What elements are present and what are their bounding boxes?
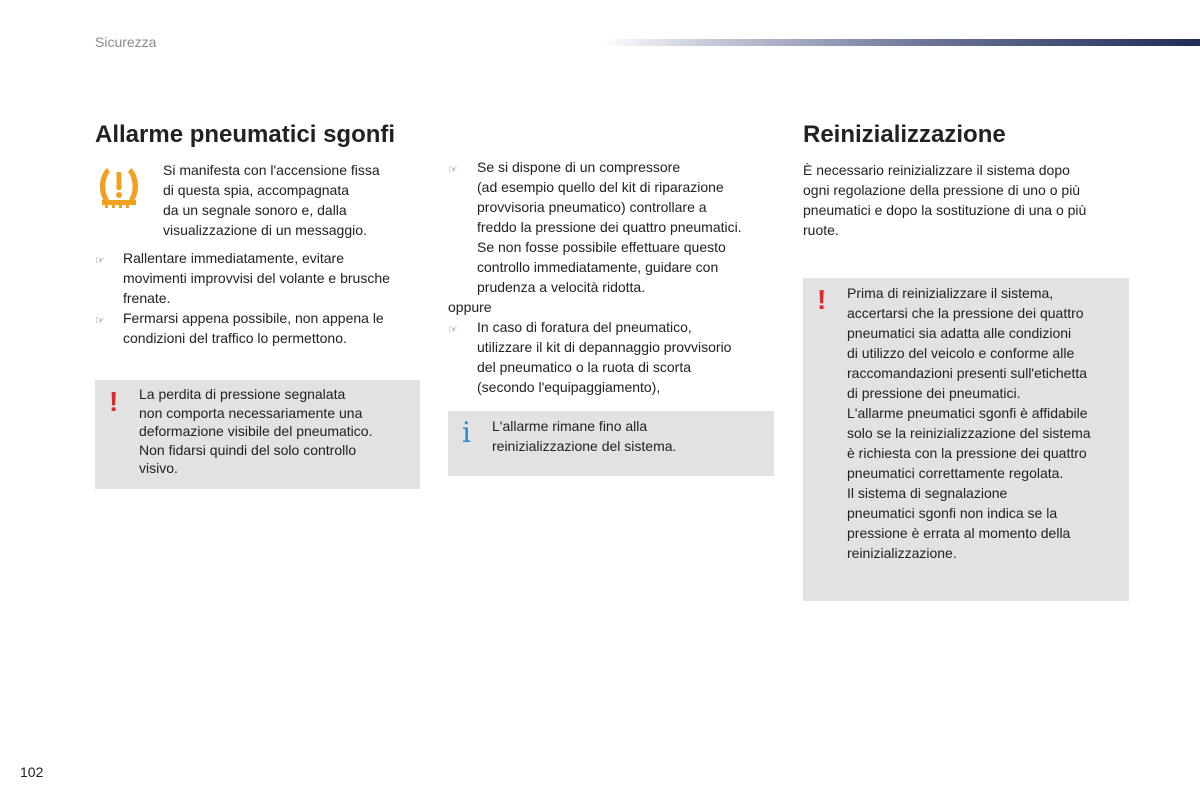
text-line: (ad esempio quello del kit di riparazione bbox=[477, 179, 724, 195]
list-item bbox=[448, 157, 778, 297]
section-title-tyre-alarm: Allarme pneumatici sgonfi bbox=[95, 121, 396, 148]
text-line: Se si dispone di un compressore bbox=[477, 159, 681, 175]
info-box bbox=[448, 411, 774, 476]
text-line: del pneumatico o la ruota di scorta bbox=[477, 359, 692, 375]
intro-text bbox=[803, 160, 1128, 240]
text-line: Prima di reinizializzare il sistema, bbox=[847, 285, 1054, 301]
intro-block bbox=[95, 160, 425, 240]
text-line: Il sistema di segnalazione bbox=[847, 485, 1008, 501]
text-line: Si manifesta con l'accensione fissa bbox=[163, 162, 380, 178]
warning-box bbox=[95, 380, 420, 489]
text-line: solo se la reinizializzazione del sistema bbox=[847, 425, 1091, 441]
text-line: controllo immediatamente, guidare con bbox=[477, 259, 719, 275]
text-line: deformazione visibile del pneumatico. bbox=[139, 423, 373, 439]
exclamation-icon: ! bbox=[817, 284, 827, 315]
text-line: (secondo l'equipaggiamento), bbox=[477, 379, 661, 395]
text-line: condizioni del traffico lo permettono. bbox=[123, 330, 347, 346]
text-line: visualizzazione di un messaggio. bbox=[163, 222, 367, 238]
text-line: visivo. bbox=[139, 460, 178, 476]
middle-column bbox=[448, 157, 778, 476]
text-line: Non fidarsi quindi del solo controllo bbox=[139, 441, 357, 458]
or-text: oppure bbox=[448, 299, 492, 315]
right-column bbox=[803, 120, 1128, 601]
section-title-reset: Reinizializzazione bbox=[803, 121, 1006, 148]
text-line: da un segnale sonoro e, dalla bbox=[163, 202, 347, 218]
instruction-list bbox=[95, 248, 425, 348]
info-icon: i bbox=[462, 416, 471, 449]
text-line: di pressione dei pneumatici. bbox=[847, 385, 1021, 401]
text-line: freddo la pressione dei quattro pneumatici. bbox=[477, 219, 742, 235]
tyre-pressure-warning-icon bbox=[95, 162, 143, 210]
text-line: non comporta necessariamente una bbox=[139, 404, 363, 421]
left-column bbox=[95, 120, 425, 489]
text-line: raccomandazioni presenti sull'etichetta bbox=[847, 365, 1088, 381]
page-number: 102 bbox=[20, 764, 44, 780]
pointing-hand-icon: ☞ bbox=[448, 324, 458, 336]
text-line: Se non fosse possibile effettuare questo bbox=[477, 239, 726, 255]
text-line: ogni regolazione della pressione di uno o più bbox=[803, 182, 1081, 198]
text-line: pneumatici sgonfi non indica se la bbox=[847, 505, 1058, 521]
pointing-hand-icon: ☞ bbox=[95, 315, 105, 327]
text-line: movimenti improvvisi del volante e brusche bbox=[123, 270, 390, 286]
text-line: prudenza a velocità ridotta. bbox=[477, 279, 646, 295]
text-line: provvisoria pneumatico) controllare a bbox=[477, 199, 707, 215]
text-line: accertarsi che la pressione dei quattro bbox=[847, 305, 1084, 321]
text-line: Fermarsi appena possibile, non appena le bbox=[123, 310, 384, 326]
text-line: In caso di foratura del pneumatico, bbox=[477, 319, 692, 335]
text-line: pneumatici sia adatta alle condizioni bbox=[847, 325, 1072, 341]
text-line: È necessario reinizializzare il sistema dopo bbox=[803, 162, 1070, 178]
intro-text bbox=[163, 160, 413, 240]
warning-box bbox=[803, 278, 1129, 601]
text-line: frenate. bbox=[123, 290, 171, 306]
text-line: L'allarme pneumatici sgonfi è affidabile bbox=[847, 405, 1088, 421]
text-line: pneumatici e dopo la sostituzione di una o più bbox=[803, 202, 1087, 218]
text-line: è richiesta con la pressione dei quattro bbox=[847, 445, 1087, 461]
list-item bbox=[95, 248, 425, 308]
header-gradient-bar bbox=[600, 39, 1200, 46]
list-item bbox=[95, 308, 425, 348]
text-line: ruote. bbox=[803, 222, 839, 238]
list-item bbox=[448, 317, 778, 397]
text-line: utilizzare il kit di depannaggio provvisorio bbox=[477, 339, 732, 355]
text-line: di utilizzo del veicolo e conforme alle bbox=[847, 345, 1075, 361]
pointing-hand-icon: ☞ bbox=[448, 164, 458, 176]
text-line: reinizializzazione. bbox=[847, 545, 957, 561]
text-line: pressione è errata al momento della bbox=[847, 525, 1071, 541]
text-line: L'allarme rimane fino alla bbox=[492, 418, 648, 434]
instruction-list bbox=[448, 157, 778, 297]
instruction-list bbox=[448, 317, 778, 397]
text-line: La perdita di pressione segnalata bbox=[139, 386, 346, 402]
text-line: di questa spia, accompagnata bbox=[163, 182, 350, 198]
pointing-hand-icon: ☞ bbox=[95, 255, 105, 267]
text-line: pneumatici correttamente regolata. bbox=[847, 465, 1064, 481]
exclamation-icon: ! bbox=[109, 386, 119, 417]
text-line: Rallentare immediatamente, evitare bbox=[123, 250, 344, 266]
text-line: reinizializzazione del sistema. bbox=[492, 438, 677, 454]
section-label: Sicurezza bbox=[95, 34, 157, 50]
